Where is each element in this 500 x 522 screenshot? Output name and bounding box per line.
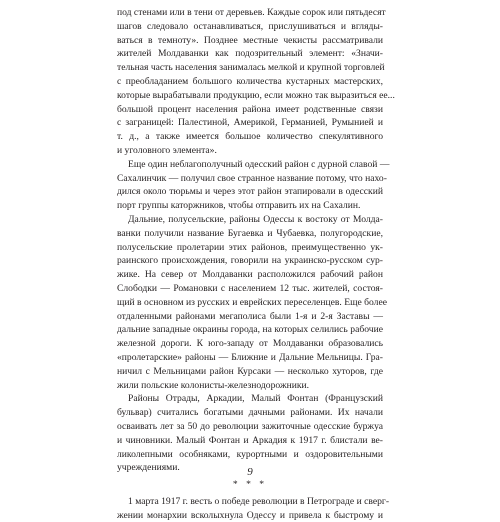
text-line: т. д., а также имеется большое количество спекулятивного	[117, 131, 383, 143]
text-line: дился около тюрьмы и через этот район этапировали в одесский	[117, 186, 383, 198]
text-line: бульвар) считались богатыми дачными районами. Их начали	[117, 407, 383, 419]
text-line: и чиновники. Малый Фонтан и Аркадия к 1917 г. блистали ве-	[117, 434, 383, 446]
text-line: Слободки — Романовки с населением 12 тыс. жителей, состоя-	[117, 282, 383, 294]
text-line: с преобладанием большого количества кустарных мастерских,	[117, 75, 383, 87]
body-text	[117, 6, 395, 522]
text-line: Дальние, полусельские, районы Одессы к востоку от Молда-	[128, 213, 383, 225]
text-line: железной дороги. К юго-западу от Молдаванки образовались	[117, 338, 383, 350]
text-line: ничил с Мельницами район Курсаки — несколько хуторов, где	[117, 365, 383, 377]
text-line: с заграницей: Палестиной, Америкой, Германией, Румынией и	[117, 117, 383, 129]
text-line: шагов следовало останавливаться, прислушиваться и вгляды-	[117, 20, 383, 32]
text-line: 1 марта 1917 г. весть о победе революции в Петрограде и сверг-	[128, 495, 390, 507]
text-line: большой процент населения района имеет родственные связи	[117, 103, 383, 115]
text-line: раинского происхождения, говорили на украинско-русском сур-	[117, 255, 383, 267]
text-line: осваивать лет за 50 до революции зажиточные одесские буржуа	[117, 420, 383, 432]
text-line: жике. На север от Молдаванки расположился рабочий район	[117, 269, 383, 281]
text-line: дальние западные окраины города, на которых селились рабочие	[117, 324, 383, 336]
text-line: и уголовного элемента».	[117, 144, 217, 156]
text-line: Районы Отрады, Аркадии, Малый Фонтан (Французский	[128, 393, 383, 405]
text-line: жителей Молдаванки как подозрительный элемент: «Значи-	[117, 48, 383, 60]
text-line: Сахалинчик — получил свое странное название потому, что нахо-	[117, 172, 387, 184]
text-line: ванки получили название Бугаевка и Чубаевка, полугородские,	[117, 227, 383, 239]
text-line: щий в основном из русских и еврейских переселенцев. Еще более	[117, 296, 387, 308]
text-line: «пролетарские» районы — Ближние и Дальние Мельницы. Гра-	[117, 351, 383, 363]
section-separator: * * *	[232, 479, 268, 491]
text-line: учреждениями.	[117, 462, 180, 474]
text-line: порт группы каторжников, чтобы отправить их на Сахалин.	[117, 200, 361, 212]
text-line: жили польские колонисты-железнодорожники.	[117, 379, 310, 391]
text-line: отдаленными районами мегаполиса были 1-я и 2-я Заставы —	[117, 310, 383, 322]
page-number: 9	[247, 466, 253, 478]
text-line: ваться в темноту». Позднее местные чекисты рассматривали	[117, 34, 383, 46]
text-line: жении монархии всколыхнула Одессу и привела к быстрому и	[117, 509, 383, 521]
text-line: которые вырабатывали продукцию, если можно так выразиться ее...	[117, 89, 395, 101]
text-line: Еще один неблагополучный одесский район с дурной славой —	[128, 158, 390, 170]
text-line: тельная часть населения занималась мелкой и крупной торговлей	[117, 62, 385, 74]
text-line: ликолепными особняками, курортными и оздоровительными	[117, 448, 383, 460]
text-line: под стенами или в тени от деревьев. Каждые сорок или пятьдесят	[117, 7, 386, 18]
text-line: полусельские пролетарии этих районов, преимущественно ук-	[117, 241, 383, 253]
